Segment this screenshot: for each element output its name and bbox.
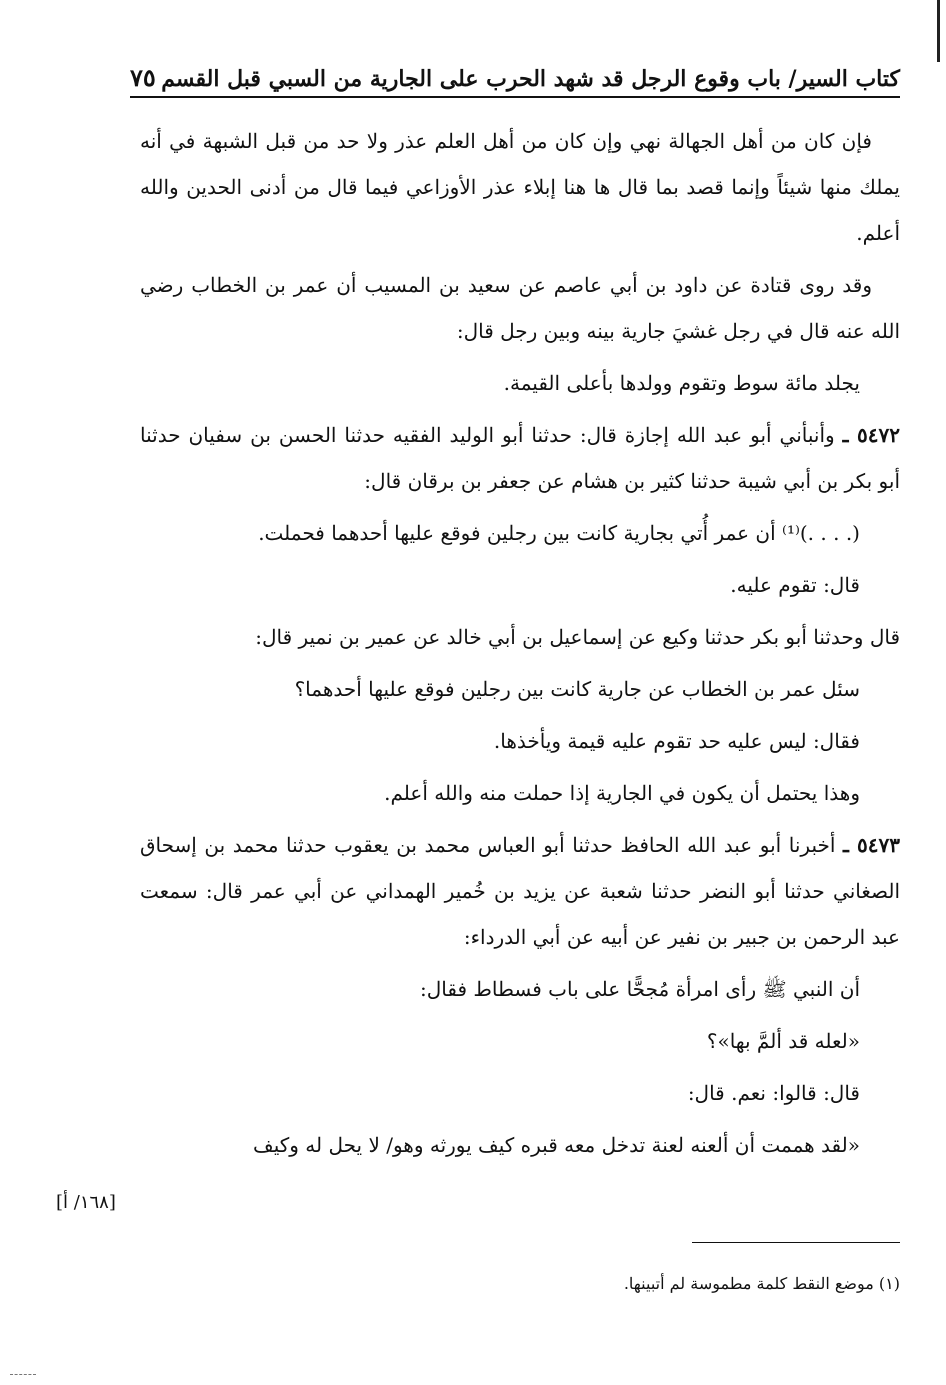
page-header — [130, 52, 900, 98]
manuscript-folio-ref: [١٦٨/ أ] — [56, 1192, 116, 1213]
paragraph-text: وهذا يحتمل أن يكون في الجارية إذا حملت منه والله أعلم. — [384, 781, 860, 805]
paragraph-text: فقال: ليس عليه حد تقوم عليه قيمة ويأخذها. — [493, 729, 860, 753]
quoted-line — [140, 718, 900, 764]
numbered-hadith — [140, 412, 900, 504]
hadith-number: ٥٤٧٢ ـ — [842, 423, 900, 447]
quoted-line — [140, 510, 900, 556]
paragraph-text: (. . . .)⁽¹⁾ أن عمر أُتي بجارية كانت بين رجلين فوقع عليها أحدهما فحملت. — [258, 521, 860, 545]
page-body — [140, 118, 900, 1174]
quoted-line — [140, 966, 900, 1012]
quoted-line — [140, 1018, 900, 1064]
paragraph — [140, 614, 900, 660]
quoted-line — [140, 666, 900, 712]
paragraph-text: سئل عمر بن الخطاب عن جارية كانت بين رجلين فوقع عليها أحدهما؟ — [294, 677, 860, 701]
paragraph-text: «لقد هممت أن ألعنه لعنة تدخل معه قبره كيف يورثه وهو/ لا يحل له وكيف — [253, 1133, 860, 1157]
paragraph-text: قال: تقوم عليه. — [730, 573, 860, 597]
paragraph — [140, 118, 900, 256]
quoted-line — [140, 562, 900, 608]
numbered-hadith — [140, 822, 900, 960]
paragraph-text: يجلد مائة سوط وتقوم وولدها بأعلى القيمة. — [503, 371, 860, 395]
footnote-divider — [692, 1242, 900, 1243]
paragraph — [140, 262, 900, 354]
footnote: (١) موضع النقط كلمة مطموسة لم أتبينها. — [623, 1274, 900, 1293]
paragraph-text: «لعله قد ألمَّ بها»؟ — [706, 1029, 860, 1053]
paragraph-text: أخبرنا أبو عبد الله الحافظ حدثنا أبو العباس محمد بن يعقوب حدثنا محمد بن إسحاق الصغاني حدثنا أبو النضر حدثنا شعبة عن يزيد بن خُمير الهمداني عن أبي عمر قال: سمعت عبد الرحمن بن جبير بن نفير عن أبيه عن أبي الدرداء: — [140, 833, 900, 949]
quoted-line — [140, 770, 900, 816]
paragraph-text: أن النبي ﷺ رأى امرأة مُجحًّا على باب فسطاط فقال: — [420, 977, 860, 1001]
paragraph-text: وأنبأني أبو عبد الله إجازة قال: حدثنا أبو الوليد الفقيه حدثنا الحسن بن سفيان حدثنا أبو بكر بن أبي شيبة حدثنا كثير بن هشام عن جعفر بن برقان قال: — [140, 423, 900, 493]
quoted-line — [140, 1070, 900, 1116]
paragraph-text: فإن كان من أهل الجهالة نهي وإن كان من أهل العلم عذر ولا حد من قبل الشبهة في أنه يملك منها شيئاً وإنما قصد بما قال ها هنا إبلاء عذر الأوزاعي فيما قال من أدنى الحدين والله أعلم. — [140, 129, 900, 245]
hadith-number: ٥٤٧٣ ـ — [843, 833, 901, 857]
running-head: كتاب السير/ باب وقوع الرجل قد شهد الحرب على الجارية من السبي قبل القسم — [161, 66, 900, 92]
quoted-line — [140, 1122, 900, 1168]
paragraph-text: قال وحدثنا أبو بكر حدثنا وكيع عن إسماعيل بن أبي خالد عن عمير بن نمير قال: — [255, 625, 900, 649]
paragraph-text: قال: قالوا: نعم. قال: — [687, 1081, 860, 1105]
scan-edge-mark — [10, 1374, 36, 1375]
page-edge-mark — [937, 0, 940, 62]
paragraph-text: وقد روى قتادة عن داود بن أبي عاصم عن سعيد بن المسيب أن عمر بن الخطاب رضي الله عنه قال في رجل غشيَ جارية بينه وبين رجل قال: — [140, 273, 900, 343]
quoted-line — [140, 360, 900, 406]
page-number: ٧٥ — [130, 63, 156, 92]
